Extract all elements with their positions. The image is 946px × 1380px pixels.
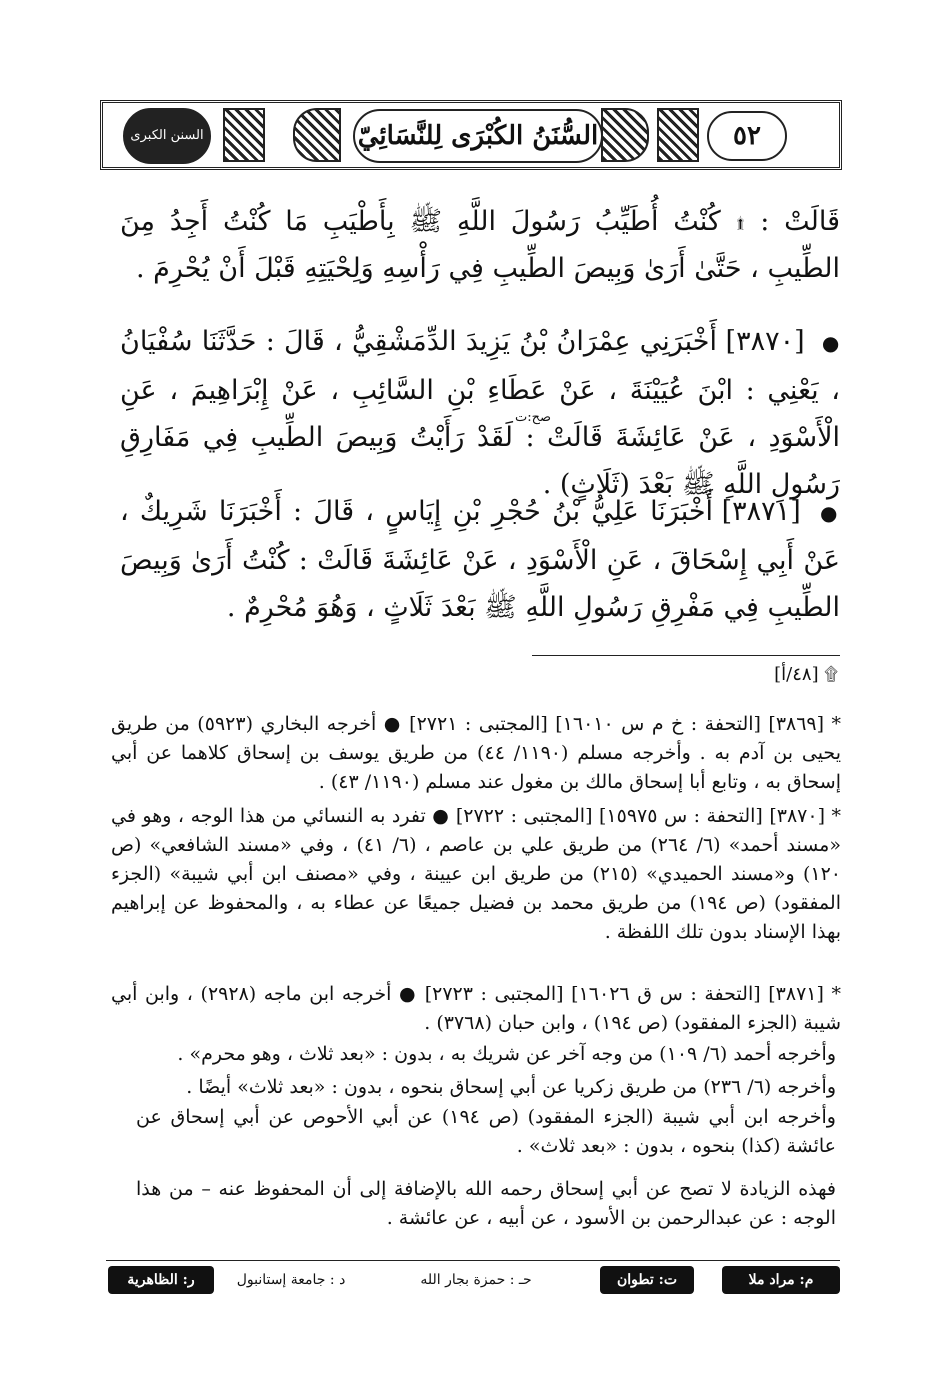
footnote-line: وأخرجه ابن أبي شيبة (الجزء المفقود) (ص ١٩٤) عن أبي الأحوص عن أبي إسحاق عن عائشة (كذا) بنحوه ، بدون : «بعد ثلاث» . <box>136 1106 836 1157</box>
footer-source-m: م: مراد ملا <box>722 1266 840 1294</box>
bullet: ● <box>819 501 840 525</box>
page-number: ٥٢ <box>707 111 787 161</box>
footnote-3869: * [٣٨٦٩] [التحفة : خ م س ١٦٠١٠] [المجتبى : ٢٧٢١] ● أخرجه البخاري (٥٩٢٣) من طريق يحيى بن آدم به . وأخرجه مسلم (١١٩٠/ ٤٤) من طريق يوسف بن إسحاق كلاهما عن أبي إسحاق به ، وتابع أبا إسحاق مالك بن مغول عند مسلم (١١٩٠/ ٤٣) . <box>111 713 842 793</box>
footer-source-d: د : جامعة إستانبول <box>236 1272 346 1288</box>
footer-source-h: حـ : حمزة بجار الله <box>420 1272 532 1288</box>
footnote-line: وأخرجه (٦/ ٢٣٦) من طريق زكريا عن أبي إسحاق بنحوه ، بدون : «بعد ثلاث» أيضًا . <box>186 1076 836 1098</box>
ornament-decoration <box>657 108 699 162</box>
margin-note: صح:ت <box>515 410 552 425</box>
hadith-continuation: قَالَتْ : ۩ كُنْتُ أُطَيِّبُ رَسُولَ اللَّهِ ﷺ بِأَطْيَبِ مَا كُنْتُ أَجِدُ مِنَ الطِّيبِ ، حَتَّىٰ أَرَىٰ وَبِيصَ الطِّيبِ فِي رَأْسِهِ وَلِحْيَتِهِ قَبْلَ أَنْ يُحْرِمَ . <box>120 206 840 284</box>
footer-source-t: ت: تطوان <box>600 1266 694 1294</box>
footnote-divider <box>532 655 840 656</box>
ornament-decoration <box>601 108 649 162</box>
manuscript-marker: ۩ [٤٨/أ] <box>774 664 838 685</box>
ornament-decoration <box>293 108 341 162</box>
footnote-line: وأخرجه أحمد (٦/ ١٠٩) من وجه آخر عن شريك به ، بدون : «بعد ثلاث ، وهو محرم» . <box>177 1043 836 1065</box>
footnote-3870: * [٣٨٧٠] [التحفة : س ١٥٩٧٥] [المجتبى : ٢٧٢٢] ● تفرد به النسائي من هذا الوجه ، وهو في «مسند أحمد» (٦/ ٢٦٤) من طريق علي بن عاصم ، (٦/ ٤١) ، وفي «مسند الشافعي» (ص ١٢٠) و«مسند الحميدي» (٢١٥) من طريق ابن عيينة ، وفي «مصنف ابن أبي شيبة» (الجزء المفقود) (ص ١٩٤) من طريق محمد بن فضيل جميعًا عن عطاء به ، والمحفوظ عن إبراهيم بهذا الإسناد بدون تلك اللفظة . <box>111 805 841 943</box>
footer-rule <box>106 1260 840 1261</box>
hadith-3871 <box>120 488 840 631</box>
bullet: ● <box>821 331 841 355</box>
footer-source-r: ر: الظاهرية <box>108 1266 214 1294</box>
book-title: السُّنَنُ الكُبْرَى لِلنَّسَائِيّ <box>353 109 603 163</box>
book-logo: السنن الكبرى <box>123 108 211 164</box>
hadith-3870 <box>120 318 840 508</box>
ornament-decoration <box>223 108 265 162</box>
hadith-3871-text: [٣٨٧١] أَخْبَرَنَا عَلِيُّ بْنُ حُجْرِ بْنِ إِيَاسٍ ، قَالَ : أَخْبَرَنَا شَرِيكٌ ، عَنْ أَبِي إِسْحَاقَ ، عَنِ الْأَسْوَدِ ، عَنْ عَائِشَةَ قَالَتْ : كُنْتُ أَرَىٰ وَبِيصَ الطِّيبِ فِي مَفْرِقِ رَسُولِ اللَّهِ ﷺ بَعْدَ ثَلَاثٍ ، وَهُوَ مُحْرِمٌ . <box>120 496 840 623</box>
hadith-3870-text: [٣٨٧٠] أَخْبَرَنِي عِمْرَانُ بْنُ يَزِيدَ الدِّمَشْقِيُّ ، قَالَ : حَدَّثَنَا سُفْيَانُ ، يَعْنِي : ابْنَ عُيَيْنَةَ ، عَنْ عَطَاءِ بْنِ السَّائِبِ ، عَنْ إِبْرَاهِيمَ ، عَنِ الْأَسْوَدِ ، عَنْ عَائِشَةَ قَالَتْ : لَقَدْ رَأَيْتُ وَبِيصَ الطِّيبِ فِي مَفَارِقِ رَسُولِ اللَّهِ ﷺ بَعْدَ (ثَلَاثٍ) . <box>120 326 840 500</box>
page-header <box>100 100 842 170</box>
footnote-line: فهذه الزيادة لا تصح عن أبي إسحاق رحمه الله بالإضافة إلى أن المحفوظ عنه – من هذا الوجه : عن عبدالرحمن بن الأسود ، عن أبيه ، عن عائشة . <box>136 1178 836 1229</box>
footnote-3871: * [٣٨٧١] [التحفة : س ق ١٦٠٢٦] [المجتبى : ٢٧٢٣] ● أخرجه ابن ماجه (٢٩٢٨) ، وابن أبي شيبة (الجزء المفقود) (ص ١٩٤) ، وابن حبان (٣٧٦٨) . <box>111 983 841 1034</box>
